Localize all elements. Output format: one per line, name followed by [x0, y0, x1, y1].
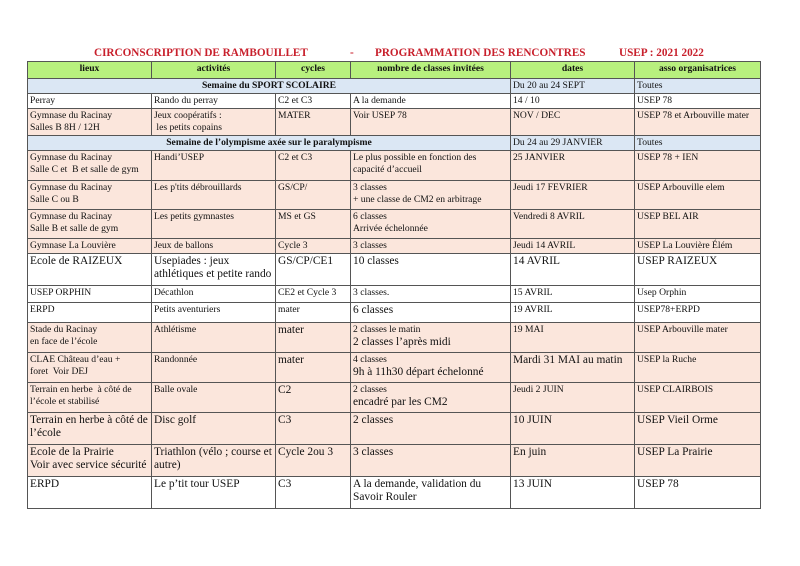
- cell-line: CE2 et Cycle 3: [278, 287, 337, 298]
- cell-lieux: [28, 353, 152, 383]
- cell-line: USEP BEL AIR: [637, 211, 699, 222]
- section-asso: Toutes: [635, 136, 761, 151]
- table-row: [28, 323, 761, 353]
- cell-lieux: [28, 109, 152, 136]
- cell-activites: [152, 413, 276, 445]
- cell-line: 9h à 11h30 départ échelonné: [353, 365, 484, 378]
- cell-line: Petits aventuriers: [154, 304, 221, 315]
- cell-lieux: [28, 383, 152, 413]
- cell-line: Voir avec service sécurité: [30, 459, 147, 471]
- cell-line: A la demande: [353, 95, 406, 106]
- table-body: [28, 79, 761, 509]
- cell-line: USEP Arbouville mater: [637, 324, 728, 335]
- cell-cycles: [276, 181, 351, 210]
- cell-line: l’école et stabilisé: [30, 395, 100, 407]
- cell-classes: [351, 109, 511, 136]
- cell-dates: [511, 353, 635, 383]
- cell-dates: [511, 383, 635, 413]
- cell-line: Disc golf: [154, 414, 197, 426]
- cell-lieux: [28, 151, 152, 181]
- cell-line: Vendredi 8 AVRIL: [513, 211, 585, 222]
- cell-line: 13 JUIN: [513, 478, 552, 490]
- cell-line: Balle ovale: [154, 384, 198, 395]
- cell-line: Cycle 2ou 3: [278, 446, 334, 458]
- cell-cycles: [276, 477, 351, 509]
- cell-line: Gymnase du Racinay: [30, 152, 113, 163]
- cell-line: 10 JUIN: [513, 414, 552, 426]
- cell-cycles: [276, 383, 351, 413]
- cell-asso: [635, 323, 761, 353]
- cell-line: 25 JANVIER: [513, 152, 565, 163]
- cell-line: l’école: [30, 427, 61, 439]
- cell-line: 10 classes: [353, 255, 399, 267]
- cell-classes: [351, 239, 511, 254]
- cell-line: USEP 78 + IEN: [637, 152, 699, 163]
- cell-lieux: [28, 445, 152, 477]
- cell-lieux: [28, 94, 152, 109]
- cell-cycles: [276, 239, 351, 254]
- cell-asso: [635, 413, 761, 445]
- cell-line: En juin: [513, 446, 547, 458]
- cell-activites: [152, 303, 276, 323]
- cell-cycles: [276, 323, 351, 353]
- cell-classes: [351, 445, 511, 477]
- cell-line: 14 / 10: [513, 95, 540, 106]
- cell-line: GS/CP/: [278, 182, 308, 193]
- cell-classes: [351, 94, 511, 109]
- cell-dates: [511, 303, 635, 323]
- cell-asso: [635, 286, 761, 303]
- cell-line: USEP 78: [637, 478, 679, 490]
- cell-line: C2 et C3: [278, 95, 313, 106]
- cell-line: 3 classes: [353, 446, 394, 458]
- cell-line: Usep Orphin: [637, 287, 687, 298]
- cell-classes: [351, 413, 511, 445]
- cell-line: foret Voir DEJ: [30, 365, 89, 377]
- table-row: [28, 94, 761, 109]
- cell-line: Terrain en herbe à côté de: [30, 384, 132, 395]
- cell-cycles: [276, 353, 351, 383]
- cell-line: Salles B 8H / 12H: [30, 121, 100, 133]
- cell-line: A la demande, validation du: [353, 478, 482, 490]
- cell-line: les petits copains: [154, 121, 222, 133]
- cell-lieux: [28, 254, 152, 286]
- cell-dates: [511, 477, 635, 509]
- cell-classes: [351, 477, 511, 509]
- cell-activites: [152, 151, 276, 181]
- cell-dates: [511, 239, 635, 254]
- cell-activites: [152, 181, 276, 210]
- section-row: [28, 136, 761, 151]
- cell-activites: [152, 445, 276, 477]
- cell-classes: [351, 254, 511, 286]
- cell-classes: [351, 303, 511, 323]
- cell-line: Gymnase du Racinay: [30, 110, 113, 121]
- cell-line: Jeudi 17 FEVRIER: [513, 182, 588, 193]
- cell-line: 2 classes l’après midi: [353, 335, 451, 348]
- cell-cycles: [276, 413, 351, 445]
- cell-lieux: [28, 181, 152, 210]
- cell-activites: [152, 254, 276, 286]
- cell-dates: [511, 210, 635, 239]
- header-row: [28, 62, 761, 79]
- table-row: [28, 286, 761, 303]
- cell-line: capacité d’accueil: [353, 163, 422, 175]
- title-programmation: PROGRAMMATION DES RENCONTRES: [375, 47, 586, 59]
- cell-line: USEP La Prairie: [637, 446, 713, 458]
- title-season: USEP : 2021 2022: [619, 47, 704, 59]
- cell-activites: [152, 286, 276, 303]
- cell-line: athlétiques et petite rando: [154, 268, 272, 280]
- cell-line: Les petits gymnastes: [154, 211, 234, 222]
- cell-lieux: [28, 239, 152, 254]
- cell-asso: [635, 181, 761, 210]
- cell-line: 6 classes: [353, 211, 387, 222]
- cell-cycles: [276, 151, 351, 181]
- cell-line: Jeudi 14 AVRIL: [513, 240, 576, 251]
- cell-line: 19 MAI: [513, 324, 544, 335]
- cell-line: ERPD: [30, 478, 60, 490]
- schedule-table: [27, 61, 761, 509]
- cell-asso: [635, 210, 761, 239]
- cell-lieux: [28, 413, 152, 445]
- cell-line: C3: [278, 478, 292, 490]
- cell-line: mater: [278, 354, 304, 366]
- section-title: Semaine de l’olympisme axée sur le paralympisme: [28, 136, 511, 151]
- table-row: [28, 239, 761, 254]
- table-row: [28, 445, 761, 477]
- cell-classes: [351, 353, 511, 383]
- cell-classes: [351, 181, 511, 210]
- cell-line: encadré par les CM2: [353, 395, 448, 408]
- cell-line: Perray: [30, 95, 56, 106]
- cell-line: mater: [278, 304, 300, 315]
- document-title: [0, 47, 800, 61]
- title-circonscription: CIRCONSCRIPTION DE RAMBOUILLET: [94, 47, 308, 59]
- table-row: [28, 109, 761, 136]
- cell-line: Voir USEP 78: [353, 110, 407, 121]
- cell-line: C3: [278, 414, 292, 426]
- cell-line: Ecole de RAIZEUX: [30, 255, 123, 267]
- cell-line: USEP la Ruche: [637, 354, 697, 365]
- cell-line: 19 AVRIL: [513, 304, 553, 315]
- cell-line: GS/CP/CE1: [278, 255, 334, 267]
- cell-line: Athlétisme: [154, 324, 197, 335]
- title-separator: -: [350, 47, 354, 59]
- cell-line: Salle C ou B: [30, 193, 79, 205]
- table-row: [28, 353, 761, 383]
- table-row: [28, 151, 761, 181]
- cell-line: USEP La Louvière Élém: [637, 240, 733, 251]
- cell-classes: [351, 383, 511, 413]
- cell-line: Gymnase du Racinay: [30, 182, 113, 193]
- cell-activites: [152, 383, 276, 413]
- col-header-cycles: cycles: [276, 62, 351, 79]
- cell-line: USEP CLAIRBOIS: [637, 384, 714, 395]
- cell-cycles: [276, 210, 351, 239]
- cell-line: 2 classes: [353, 384, 387, 395]
- cell-line: mater: [278, 324, 304, 336]
- cell-line: Le plus possible en fonction des: [353, 152, 477, 163]
- cell-activites: [152, 94, 276, 109]
- cell-line: Gymnase du Racinay: [30, 211, 113, 222]
- cell-line: Cycle 3: [278, 240, 308, 251]
- section-asso: Toutes: [635, 79, 761, 94]
- cell-line: autre): [154, 459, 181, 471]
- cell-line: Rando du perray: [154, 95, 218, 106]
- cell-dates: [511, 181, 635, 210]
- section-dates: Du 20 au 24 SEPT: [511, 79, 635, 94]
- cell-asso: [635, 477, 761, 509]
- cell-classes: [351, 323, 511, 353]
- cell-lieux: [28, 303, 152, 323]
- table-row: [28, 303, 761, 323]
- cell-dates: [511, 286, 635, 303]
- cell-classes: [351, 286, 511, 303]
- cell-asso: [635, 303, 761, 323]
- cell-line: Savoir Rouler: [353, 491, 417, 503]
- section-row: [28, 79, 761, 94]
- cell-asso: [635, 151, 761, 181]
- section-title: Semaine du SPORT SCOLAIRE: [28, 79, 511, 94]
- cell-activites: [152, 353, 276, 383]
- cell-dates: [511, 109, 635, 136]
- cell-cycles: [276, 303, 351, 323]
- table-row: [28, 181, 761, 210]
- cell-line: Terrain en herbe à côté de: [30, 414, 148, 426]
- cell-line: Jeux de ballons: [154, 240, 214, 251]
- col-header-classes: nombre de classes invitées: [351, 62, 511, 79]
- cell-line: USEP Arbouville elem: [637, 182, 725, 193]
- cell-dates: [511, 445, 635, 477]
- table-row: [28, 210, 761, 239]
- col-header-lieux: lieux: [28, 62, 152, 79]
- col-header-activites: activités: [152, 62, 276, 79]
- cell-asso: [635, 94, 761, 109]
- cell-cycles: [276, 94, 351, 109]
- cell-line: USEP RAIZEUX: [637, 255, 718, 267]
- table-row: [28, 383, 761, 413]
- cell-asso: [635, 109, 761, 136]
- cell-line: Salle C et B et salle de gym: [30, 163, 139, 175]
- cell-line: 3 classes: [353, 182, 387, 193]
- cell-line: USEP 78: [637, 95, 673, 106]
- cell-line: Mardi 31 MAI au matin: [513, 354, 623, 366]
- cell-line: en face de l’école: [30, 335, 98, 347]
- cell-cycles: [276, 286, 351, 303]
- table-row: [28, 254, 761, 286]
- cell-line: 4 classes: [353, 354, 387, 365]
- cell-asso: [635, 383, 761, 413]
- cell-dates: [511, 151, 635, 181]
- col-header-dates: dates: [511, 62, 635, 79]
- cell-asso: [635, 445, 761, 477]
- cell-line: 14 AVRIL: [513, 255, 560, 267]
- cell-line: USEP Vieil Orme: [637, 414, 718, 426]
- cell-cycles: [276, 445, 351, 477]
- cell-line: CLAE Château d’eau +: [30, 354, 121, 365]
- cell-asso: [635, 239, 761, 254]
- cell-activites: [152, 109, 276, 136]
- cell-line: Décathlon: [154, 287, 194, 298]
- cell-line: + une classe de CM2 en arbitrage: [353, 193, 482, 205]
- cell-dates: [511, 413, 635, 445]
- cell-activites: [152, 239, 276, 254]
- cell-line: USEP 78 et Arbouville mater: [637, 110, 750, 121]
- cell-activites: [152, 323, 276, 353]
- cell-line: Le p’tit tour USEP: [154, 478, 240, 490]
- cell-line: Handi’USEP: [154, 152, 205, 163]
- cell-line: Les p'tits débrouillards: [154, 182, 242, 193]
- section-dates: Du 24 au 29 JANVIER: [511, 136, 635, 151]
- cell-line: Usepiades : jeux: [154, 255, 230, 267]
- cell-dates: [511, 94, 635, 109]
- cell-line: USEP ORPHIN: [30, 287, 92, 298]
- table-row: [28, 413, 761, 445]
- cell-dates: [511, 323, 635, 353]
- cell-line: 3 classes: [353, 240, 387, 251]
- cell-dates: [511, 254, 635, 286]
- cell-line: 6 classes: [353, 304, 394, 316]
- cell-asso: [635, 353, 761, 383]
- cell-classes: [351, 210, 511, 239]
- cell-activites: [152, 477, 276, 509]
- cell-asso: [635, 254, 761, 286]
- cell-line: NOV / DEC: [513, 110, 561, 121]
- cell-line: C2 et C3: [278, 152, 313, 163]
- cell-line: Arrivée échelonnée: [353, 222, 428, 234]
- cell-line: 15 AVRIL: [513, 287, 553, 298]
- cell-line: 2 classes: [353, 414, 394, 426]
- cell-line: Jeudi 2 JUIN: [513, 384, 564, 395]
- cell-lieux: [28, 323, 152, 353]
- cell-activites: [152, 210, 276, 239]
- cell-line: Salle B et salle de gym: [30, 222, 119, 234]
- cell-line: 2 classes le matin: [353, 324, 421, 335]
- cell-lieux: [28, 210, 152, 239]
- cell-lieux: [28, 286, 152, 303]
- cell-cycles: [276, 109, 351, 136]
- cell-line: Ecole de la Prairie: [30, 446, 114, 458]
- cell-line: Triathlon (vélo ; course et: [154, 446, 272, 458]
- cell-line: Jeux coopératifs :: [154, 110, 222, 121]
- cell-line: Randonnée: [154, 354, 198, 365]
- cell-line: MATER: [278, 110, 311, 121]
- cell-line: Gymnase La Louvière: [30, 240, 116, 251]
- cell-cycles: [276, 254, 351, 286]
- table-row: [28, 477, 761, 509]
- cell-line: MS et GS: [278, 211, 316, 222]
- cell-line: C2: [278, 384, 292, 396]
- cell-line: Stade du Racinay: [30, 324, 98, 335]
- cell-classes: [351, 151, 511, 181]
- cell-lieux: [28, 477, 152, 509]
- cell-line: 3 classes.: [353, 287, 390, 298]
- cell-line: ERPD: [30, 304, 55, 315]
- col-header-asso: asso organisatrices: [635, 62, 761, 79]
- cell-line: USEP78+ERPD: [637, 304, 700, 315]
